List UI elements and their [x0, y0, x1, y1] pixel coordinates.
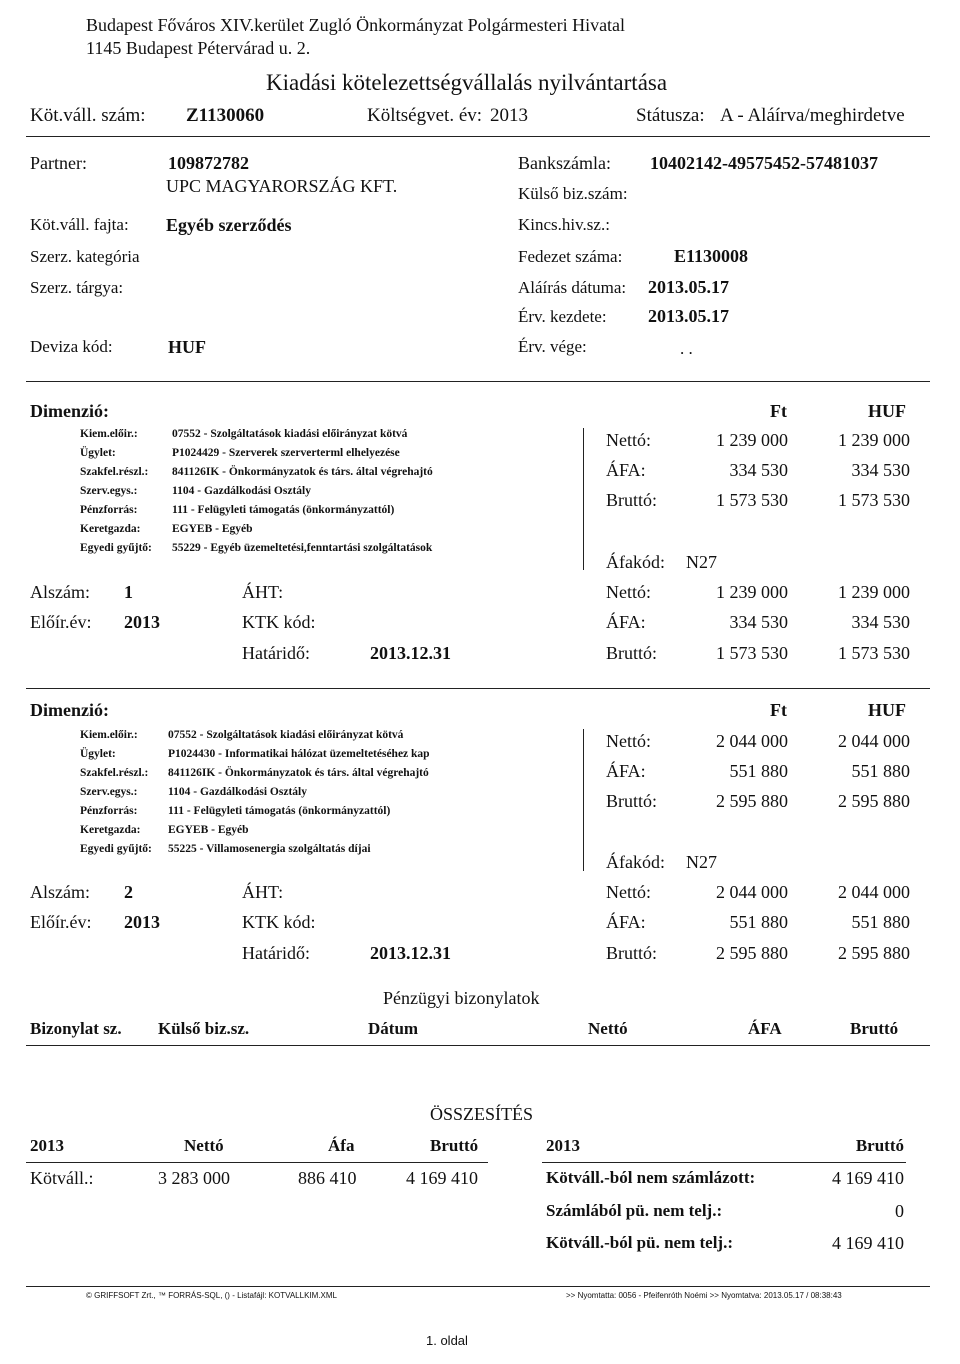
detail-value: 1104 - Gazdálkodási Osztály: [172, 485, 311, 497]
eloir-ev-label: Előír.év:: [30, 912, 92, 932]
summary-kotvall-afa: 886 410: [298, 1168, 357, 1188]
detail-value: 841126IK - Önkormányzatok és társ. által végrehajtó: [172, 466, 433, 478]
footer-divider: [26, 1286, 930, 1287]
kotvall-szam-label: Köt.váll. szám:: [30, 105, 146, 126]
brutto-huf: 2 595 880: [838, 791, 910, 811]
summary-right-label: Kötváll.-ból nem számlázott:: [546, 1168, 756, 1187]
summary-right-value: 0: [895, 1201, 904, 1221]
sub-netto-ft: 2 044 000: [716, 882, 788, 902]
organization-name: Budapest Főváros XIV.kerület Zugló Önkormányzat Polgármesteri Hivatal: [86, 15, 626, 35]
sub-afa-ft: 551 880: [729, 912, 788, 932]
bankszamla-value: 10402142-49575452-57481037: [650, 153, 878, 173]
targya-label: Szerz. tárgya:: [30, 278, 124, 297]
alairas-label: Aláírás dátuma:: [518, 278, 627, 297]
col-datum: Dátum: [368, 1019, 419, 1038]
penzugyi-divider: [26, 1045, 930, 1046]
detail-value: 841126IK - Önkormányzatok és társ. által végrehajtó: [168, 767, 429, 779]
sub-brutto-label: Bruttó:: [606, 643, 658, 663]
detail-value: 55229 - Egyéb üzemeltetési,fenntartási szolgáltatások: [172, 542, 433, 554]
sub-afa-huf: 334 530: [851, 612, 910, 632]
eloir-ev-value: 2013: [124, 612, 160, 632]
ktk-kod-label: KTK kód:: [242, 612, 316, 632]
detail-label: Egyedi gyűjtő:: [80, 843, 152, 855]
ft-column-header: Ft: [770, 401, 787, 421]
col-netto: Nettó: [588, 1019, 628, 1038]
summary-right-label: Kötváll.-ból pü. nem telj.:: [546, 1233, 733, 1252]
detail-value: 111 - Felügyleti támogatás (önkormányzattól): [168, 805, 391, 817]
detail-label: Pénzforrás:: [80, 504, 138, 516]
col-afa: ÁFA: [748, 1019, 782, 1038]
hatarido-label: Határidő:: [242, 943, 310, 963]
kotvall-szam-value: Z1130060: [186, 105, 265, 126]
document-title: Kiadási kötelezettségvállalás nyilvántartása: [266, 70, 668, 95]
statusz-label: Státusza:: [636, 105, 705, 126]
summary-right-value: 4 169 410: [832, 1233, 904, 1253]
amount-divider: [583, 729, 584, 871]
summary-left-divider: [26, 1162, 488, 1163]
erv-vege-value: . .: [680, 339, 693, 358]
ktk-kod-label: KTK kód:: [242, 912, 316, 932]
summary-kotvall-netto: 3 283 000: [158, 1168, 230, 1188]
dimenzio-label: Dimenzió:: [30, 700, 109, 720]
sub-brutto-ft: 1 573 530: [716, 643, 788, 663]
footer-right: >> Nyomtatta: 0056 - Pfeifenróth Noémi >> Nyomtatva: 2013.05.17 / 08:38:43: [566, 1291, 842, 1300]
erv-kezdete-label: Érv. kezdete:: [518, 307, 607, 326]
detail-label: Egyedi gyűjtő:: [80, 542, 152, 554]
alairas-value: 2013.05.17: [648, 277, 729, 297]
sub-brutto-label: Bruttó:: [606, 943, 658, 963]
fajta-label: Köt.váll. fajta:: [30, 215, 129, 234]
detail-label: Szerv.egys.:: [80, 485, 138, 497]
partner-id: 109872782: [168, 153, 249, 173]
summary-brutto-header: Bruttó: [430, 1136, 479, 1155]
afakod-label: Áfakód:: [606, 852, 665, 872]
fedezet-label: Fedezet száma:: [518, 247, 623, 266]
detail-value: 1104 - Gazdálkodási Osztály: [168, 786, 307, 798]
afa-label: ÁFA:: [606, 460, 646, 480]
alszam-value: 2: [124, 882, 133, 902]
eloir-ev-label: Előír.év:: [30, 612, 92, 632]
deviza-value: HUF: [168, 337, 206, 357]
summary-right-brutto-header: Bruttó: [855, 1136, 904, 1155]
aht-label: ÁHT:: [242, 882, 284, 902]
sub-afa-ft: 334 530: [729, 612, 788, 632]
osszesites-title: ÖSSZESÍTÉS: [430, 1104, 534, 1124]
afakod-value: N27: [686, 552, 717, 572]
bankszamla-label: Bankszámla:: [518, 153, 611, 173]
dimenzio-label: Dimenzió:: [30, 401, 109, 421]
detail-label: Ügylet:: [80, 447, 116, 459]
sub-afa-label: ÁFA:: [606, 612, 646, 632]
sub-afa-huf: 551 880: [851, 912, 910, 932]
afa-ft: 551 880: [729, 761, 788, 781]
netto-label: Nettó:: [606, 430, 651, 450]
huf-column-header: HUF: [868, 401, 906, 421]
afa-huf: 334 530: [851, 460, 910, 480]
netto-huf: 2 044 000: [838, 731, 910, 751]
statusz-value: A - Aláírva/meghirdetve: [720, 105, 905, 126]
hatarido-value: 2013.12.31: [370, 943, 451, 963]
summary-right-value: 4 169 410: [832, 1168, 904, 1188]
kulso-biz-label: Külső biz.szám:: [518, 184, 628, 203]
detail-label: Szerv.egys.:: [80, 786, 138, 798]
koltsegvet-ev-value: 2013: [490, 105, 528, 126]
huf-column-header: HUF: [868, 700, 906, 720]
header-divider: [26, 136, 930, 137]
detail-value: P1024430 - Informatikai hálózat üzemeltetéséhez kap: [168, 748, 430, 760]
detail-label: Kiem.előir.:: [80, 729, 138, 741]
detail-value: EGYEB - Egyéb: [172, 523, 253, 535]
brutto-ft: 1 573 530: [716, 490, 788, 510]
organization-address: 1145 Budapest Pétervárad u. 2.: [86, 38, 311, 58]
col-kulso-biz: Külső biz.sz.: [158, 1019, 250, 1038]
detail-label: Keretgazda:: [80, 523, 141, 535]
summary-kotvall-label: Kötváll.:: [30, 1168, 94, 1188]
netto-ft: 2 044 000: [716, 731, 788, 751]
summary-afa-header: Áfa: [328, 1136, 355, 1155]
eloir-ev-value: 2013: [124, 912, 160, 932]
partner-name: UPC MAGYARORSZÁG KFT.: [166, 176, 398, 196]
netto-huf: 1 239 000: [838, 430, 910, 450]
hatarido-label: Határidő:: [242, 643, 310, 663]
info-divider: [26, 381, 930, 382]
footer-left: © GRIFFSOFT Zrt., ™ FORRÁS-SQL, () - Listafájl: KOTVALLKIM.XML: [86, 1291, 337, 1300]
afa-label: ÁFA:: [606, 761, 646, 781]
detail-label: Keretgazda:: [80, 824, 141, 836]
dimension-divider: [26, 688, 930, 689]
afa-ft: 334 530: [729, 460, 788, 480]
sub-netto-label: Nettó:: [606, 882, 651, 902]
erv-kezdete-value: 2013.05.17: [648, 306, 729, 326]
detail-label: Pénzforrás:: [80, 805, 138, 817]
summary-netto-header: Nettó: [184, 1136, 224, 1155]
kincs-label: Kincs.hiv.sz.:: [518, 215, 610, 234]
brutto-label: Bruttó:: [606, 791, 658, 811]
partner-label: Partner:: [30, 153, 87, 173]
detail-label: Szakfel.részl.:: [80, 767, 149, 779]
afakod-label: Áfakód:: [606, 552, 665, 572]
deviza-label: Deviza kód:: [30, 337, 113, 356]
detail-label: Ügylet:: [80, 748, 116, 760]
detail-value: P1024429 - Szerverek szerverterml elhelyezése: [172, 447, 400, 459]
erv-vege-label: Érv. vége:: [518, 337, 587, 356]
detail-label: Kiem.előir.:: [80, 428, 138, 440]
brutto-ft: 2 595 880: [716, 791, 788, 811]
amount-divider: [583, 428, 584, 570]
summary-right-year-header: 2013: [546, 1136, 580, 1155]
sub-brutto-huf: 2 595 880: [838, 943, 910, 963]
page-number: 1. oldal: [426, 1333, 468, 1348]
summary-kotvall-brutto: 4 169 410: [406, 1168, 478, 1188]
afa-huf: 551 880: [851, 761, 910, 781]
detail-value: 07552 - Szolgáltatások kiadási előirányzat kötvá: [172, 428, 408, 440]
fajta-value: Egyéb szerződés: [166, 215, 292, 235]
summary-right-divider: [542, 1162, 906, 1163]
netto-ft: 1 239 000: [716, 430, 788, 450]
sub-netto-label: Nettó:: [606, 582, 651, 602]
penzugyi-title: Pénzügyi bizonylatok: [383, 988, 540, 1008]
alszam-value: 1: [124, 582, 133, 602]
fedezet-value: E1130008: [674, 246, 749, 266]
sub-brutto-huf: 1 573 530: [838, 643, 910, 663]
sub-netto-huf: 1 239 000: [838, 582, 910, 602]
aht-label: ÁHT:: [242, 582, 284, 602]
col-brutto: Bruttó: [850, 1019, 899, 1038]
col-bizonylat-sz: Bizonylat sz.: [30, 1019, 122, 1038]
ft-column-header: Ft: [770, 700, 787, 720]
detail-value: 55225 - Villamosenergia szolgáltatás díjai: [168, 843, 371, 855]
sub-netto-huf: 2 044 000: [838, 882, 910, 902]
summary-right-label: Számlából pü. nem telj.:: [546, 1201, 723, 1220]
sub-netto-ft: 1 239 000: [716, 582, 788, 602]
netto-label: Nettó:: [606, 731, 651, 751]
detail-label: Szakfel.részl.:: [80, 466, 149, 478]
alszam-label: Alszám:: [30, 582, 90, 602]
koltsegvet-ev-label: Költségvet. év:: [367, 105, 483, 126]
brutto-huf: 1 573 530: [838, 490, 910, 510]
sub-afa-label: ÁFA:: [606, 912, 646, 932]
sub-brutto-ft: 2 595 880: [716, 943, 788, 963]
hatarido-value: 2013.12.31: [370, 643, 451, 663]
alszam-label: Alszám:: [30, 882, 90, 902]
detail-value: 111 - Felügyleti támogatás (önkormányzattól): [172, 504, 395, 516]
detail-value: 07552 - Szolgáltatások kiadási előirányzat kötvá: [168, 729, 404, 741]
brutto-label: Bruttó:: [606, 490, 658, 510]
kategoria-label: Szerz. kategória: [30, 247, 140, 266]
summary-year-header: 2013: [30, 1136, 64, 1155]
detail-value: EGYEB - Egyéb: [168, 824, 249, 836]
afakod-value: N27: [686, 852, 717, 872]
